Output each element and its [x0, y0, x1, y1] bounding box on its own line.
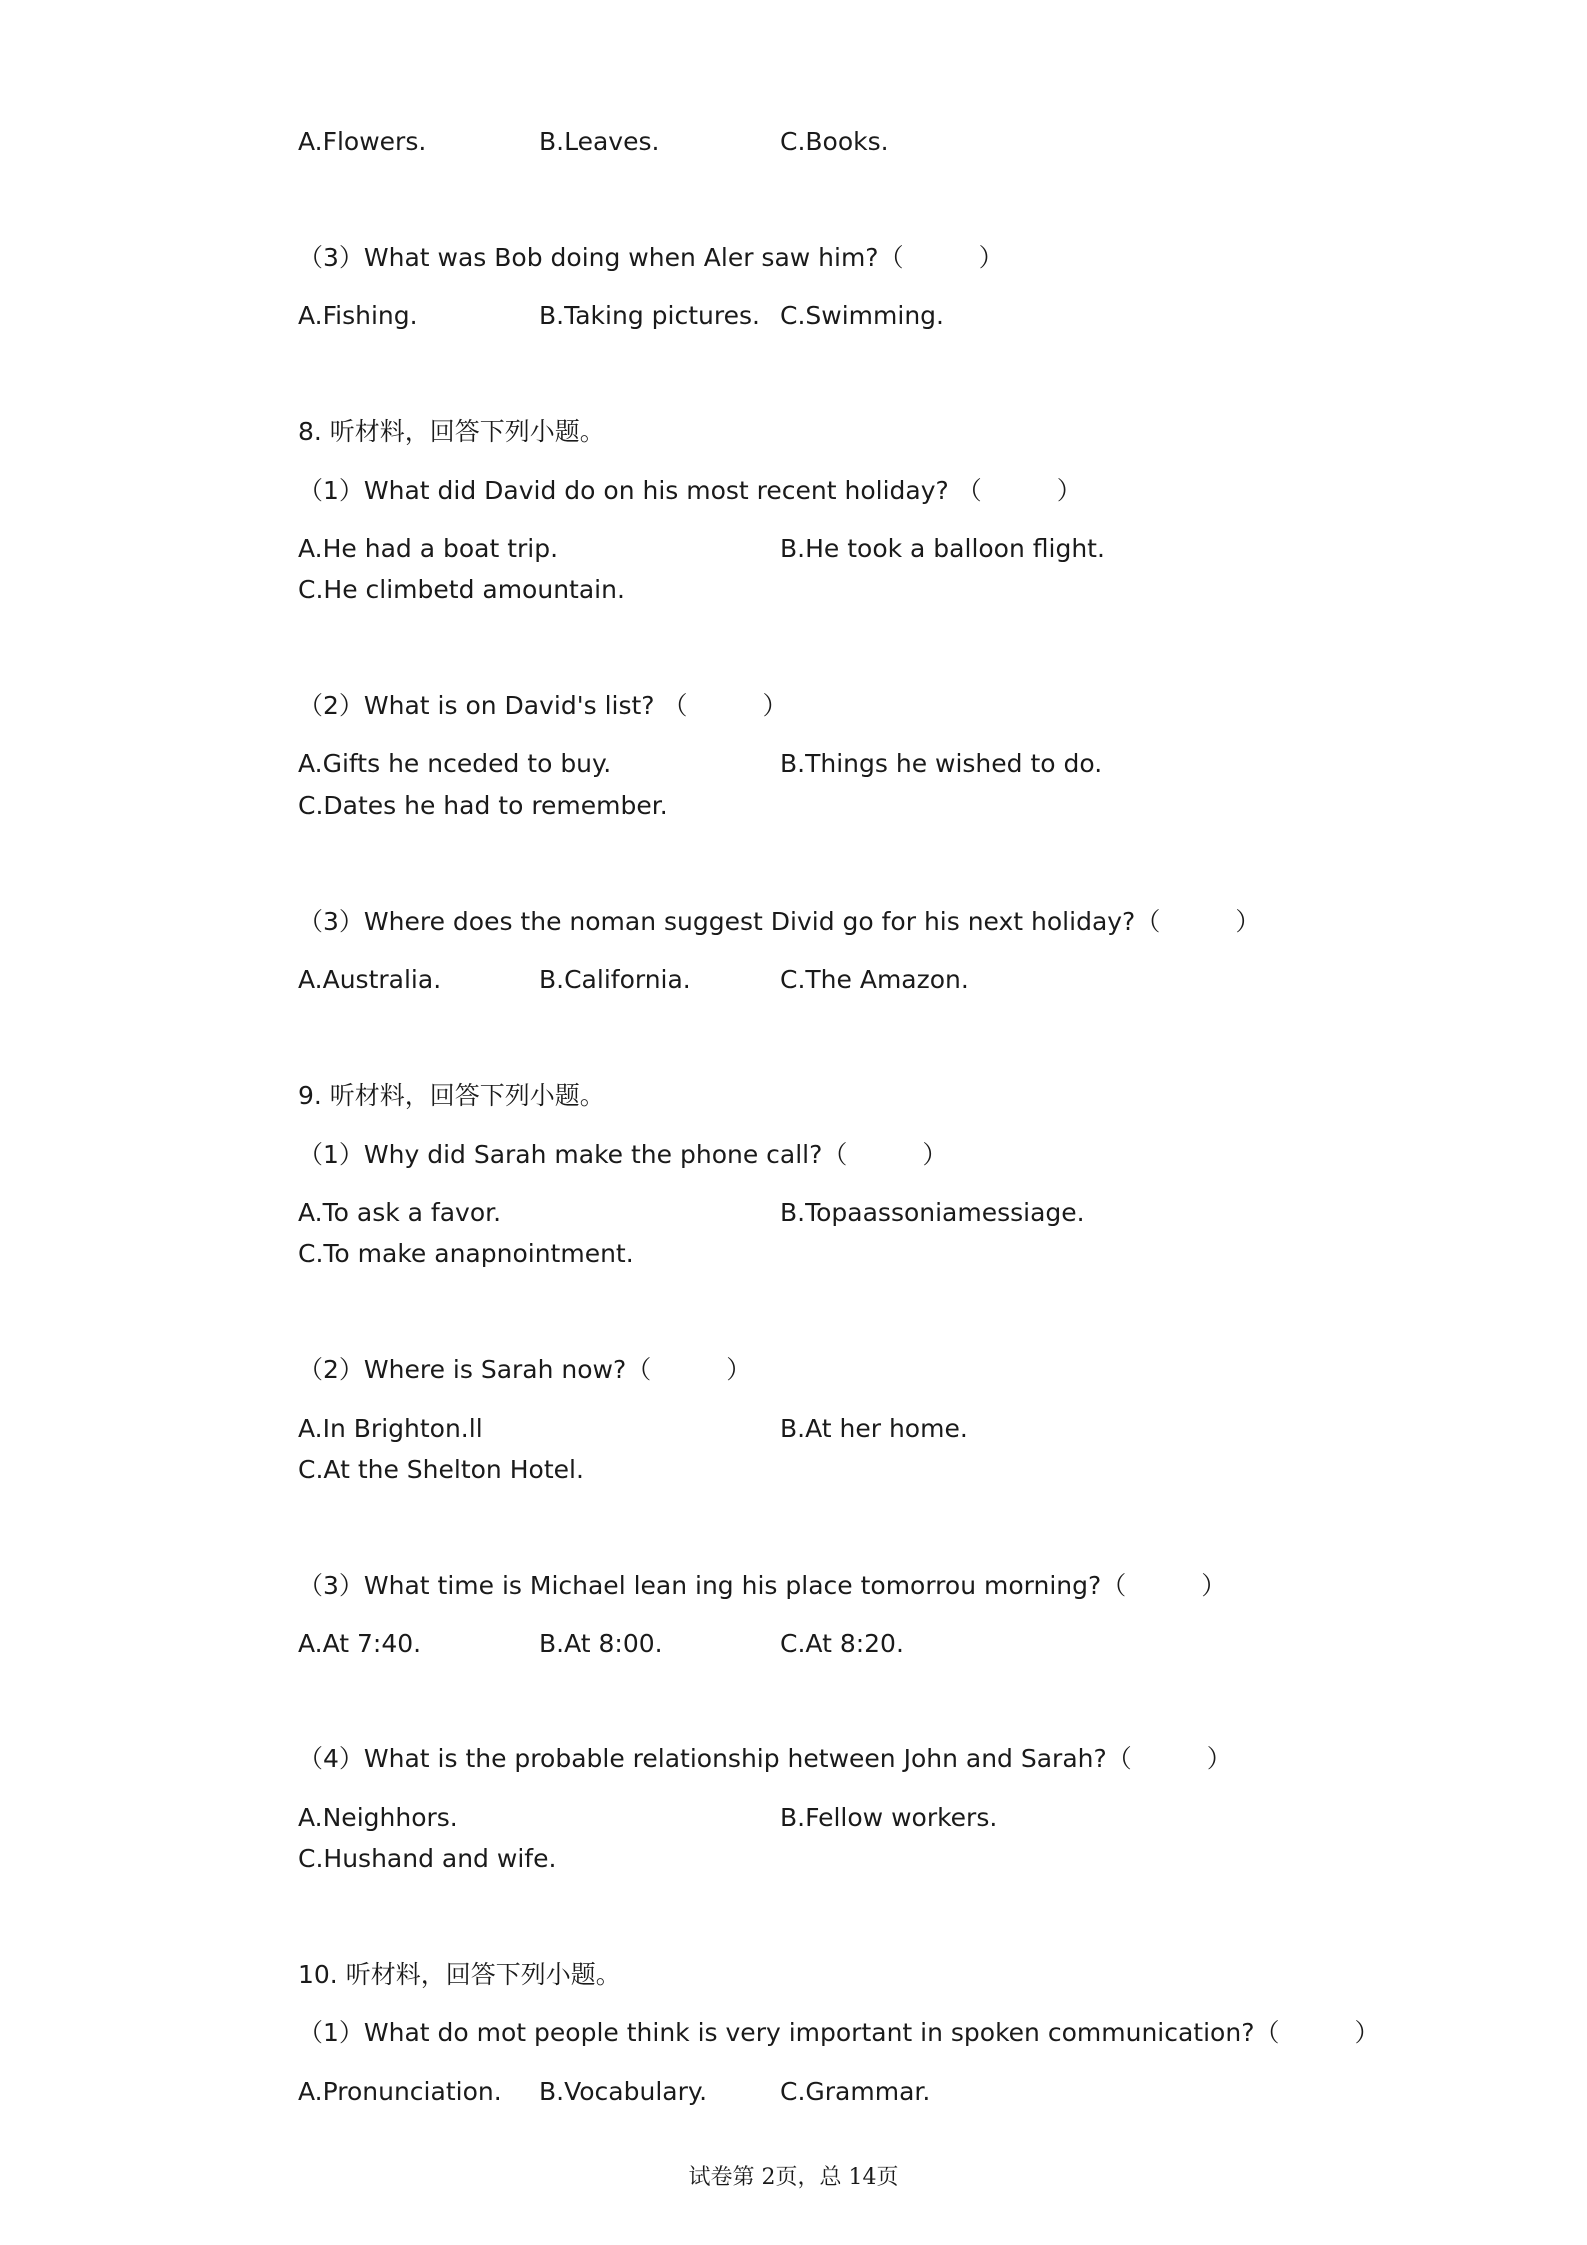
question-prompt: （3）What time is Michael lean ing his place tomorrou morning?（ ） [298, 1571, 1227, 1600]
question-prompt: （4）What is the probable relationship hetween John and Sarah?（ ） [298, 1744, 1232, 1773]
option-c: C.Hushand and wife. [298, 1844, 557, 1873]
question-prompt: （3）Where does the noman suggest Divid go for his next holiday?（ ） [298, 907, 1261, 936]
option-c: C.Grammar. [780, 2077, 931, 2106]
question-prompt: （2）Where is Sarah now?（ ） [298, 1355, 752, 1384]
option-b: B.Leaves. [539, 127, 660, 156]
option-a: A.In Brighton.ll [298, 1414, 483, 1443]
option-a: A.At 7:40. [298, 1629, 422, 1658]
option-b: B.Vocabulary. [539, 2077, 708, 2106]
question-prompt: （2）What is on David's list? （ ） [298, 691, 788, 720]
question-prompt: （1）What did David do on his most recent holiday? （ ） [298, 476, 1082, 505]
question-heading-10: 10. 听材料，回答下列小题。 [298, 1960, 621, 1989]
question-prompt: （1）Why did Sarah make the phone call?（ ） [298, 1140, 948, 1169]
option-a: A.Neighhors. [298, 1803, 458, 1832]
option-c: C.To make anapnointment. [298, 1239, 634, 1268]
option-b: B.Fellow workers. [780, 1803, 998, 1832]
page-footer: 试卷第 2页，总 14页 [688, 2165, 899, 2190]
option-c: C.Dates he had to remember. [298, 791, 668, 820]
option-b: B.California. [539, 965, 691, 994]
option-c: C.Swimming. [780, 301, 944, 330]
option-a: A.To ask a favor. [298, 1198, 502, 1227]
option-b: B.Topaassoniamessiage. [780, 1198, 1085, 1227]
option-b: B.He took a balloon flight. [780, 534, 1105, 563]
option-a: A.He had a boat trip. [298, 534, 559, 563]
option-c: C.He climbetd amountain. [298, 575, 625, 604]
option-a: A.Gifts he nceded to buy. [298, 749, 612, 778]
option-a: A.Flowers. [298, 127, 427, 156]
question-prompt: （1）What do mot people think is very important in spoken communication?（ ） [298, 2018, 1380, 2047]
option-b: B.Things he wished to do. [780, 749, 1103, 778]
option-c: C.At 8:20. [780, 1629, 904, 1658]
option-b: B.Taking pictures. [539, 301, 760, 330]
question-prompt: （3）What was Bob doing when Aler saw him?（ ） [298, 243, 1004, 272]
option-a: A.Australia. [298, 965, 442, 994]
option-a: A.Fishing. [298, 301, 418, 330]
option-c: C.Books. [780, 127, 889, 156]
option-a: A.Pronunciation. [298, 2077, 502, 2106]
question-heading-9: 9. 听材料，回答下列小题。 [298, 1081, 605, 1110]
question-heading-8: 8. 听材料，回答下列小题。 [298, 417, 605, 446]
option-c: C.The Amazon. [780, 965, 969, 994]
option-b: B.At her home. [780, 1414, 968, 1443]
option-b: B.At 8:00. [539, 1629, 663, 1658]
option-c: C.At the Shelton Hotel. [298, 1455, 584, 1484]
